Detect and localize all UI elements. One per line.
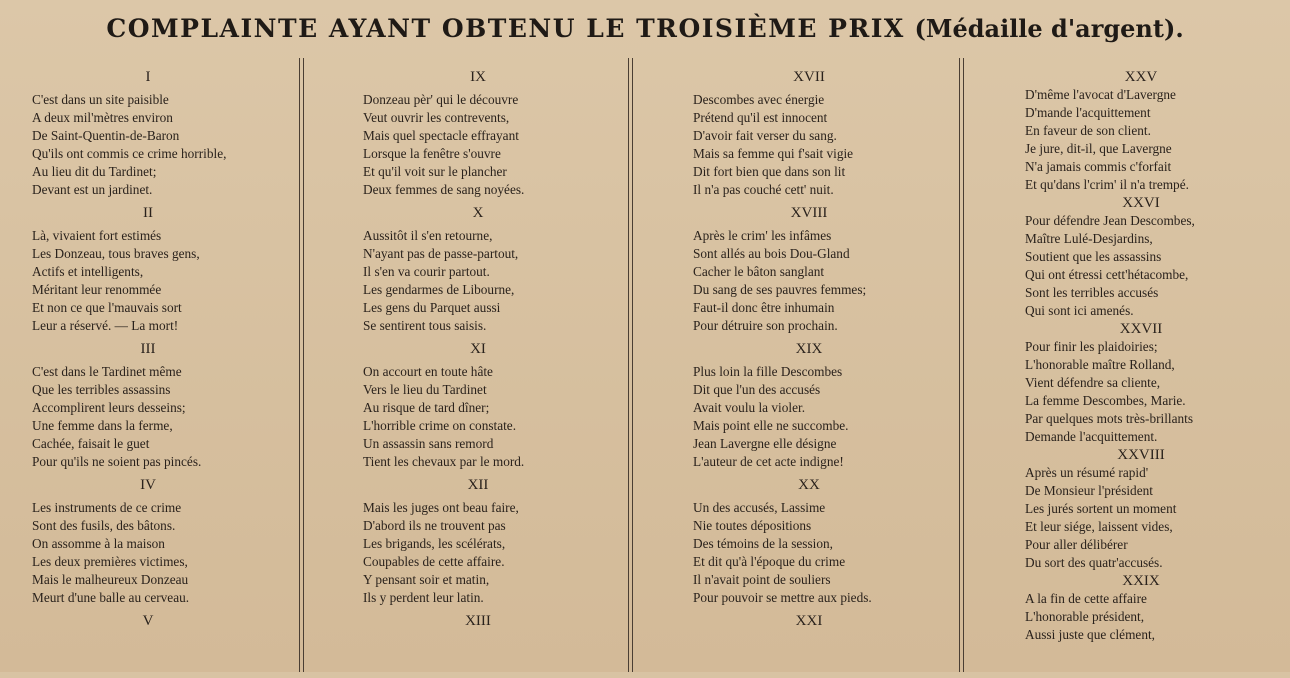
verse-line: Sont les terribles accusés xyxy=(1025,285,1159,300)
verse-line: Les Donzeau, tous braves gens, xyxy=(32,246,200,261)
verse-line: Il s'en va courir partout. xyxy=(363,264,490,279)
verse-line: Après le crim' les infâmes xyxy=(693,228,832,243)
verse-line: Là, vivaient fort estimés xyxy=(32,228,162,243)
verse-line: Un des accusés, Lassime xyxy=(693,500,826,515)
verse-line: Dit que l'un des accusés xyxy=(693,382,821,397)
stanza-number: XXV xyxy=(1124,69,1158,85)
stanza-number: XXVIII xyxy=(1117,447,1165,463)
verse-line: Qu'ils ont commis ce crime horrible, xyxy=(32,146,227,161)
verse-line: Soutient que les assassins xyxy=(1025,249,1162,264)
verse-line: Nie toutes dépositions xyxy=(693,518,812,533)
stanza-number: XVII xyxy=(793,69,825,85)
verse-line: Dit fort bien que dans son lit xyxy=(693,164,846,179)
verse-line: Il n'a pas couché cett' nuit. xyxy=(693,182,834,197)
verse-line: Pour aller délibérer xyxy=(1025,537,1128,552)
verse-line: Mais les juges ont beau faire, xyxy=(363,500,519,515)
stanza xyxy=(1025,320,1287,446)
verse-line: Faut-il donc être inhumain xyxy=(693,300,835,315)
stanza xyxy=(1025,572,1287,644)
verse-line: Mais le malheureux Donzeau xyxy=(32,572,189,587)
verse-line: Méritant leur renommée xyxy=(32,282,162,297)
stanza xyxy=(1025,68,1287,194)
stanza xyxy=(32,476,294,607)
verse-line: En faveur de son client. xyxy=(1025,123,1151,138)
stanza xyxy=(363,612,623,630)
column-1 xyxy=(32,68,294,678)
verse-line: Qui ont étressi cett'hétacombe, xyxy=(1025,267,1189,282)
verse-line: Mais point elle ne succombe. xyxy=(693,418,849,433)
column-divider xyxy=(299,58,300,672)
title-main: COMPLAINTE AYANT OBTENU LE TROISIÈME PRIX xyxy=(106,14,905,43)
stanza-number: XVIII xyxy=(790,205,828,221)
verse-line: Les instruments de ce crime xyxy=(32,500,182,515)
stanza xyxy=(32,68,294,199)
verse-line: Et non ce que l'mauvais sort xyxy=(32,300,182,315)
stanza-number: III xyxy=(140,341,156,357)
verse-line: Veut ouvrir les contrevents, xyxy=(363,110,510,125)
stanza xyxy=(1025,194,1287,320)
verse-line: Lorsque la fenêtre s'ouvre xyxy=(363,146,501,161)
verse-line: Cachée, faisait le guet xyxy=(32,436,150,451)
verse-line: De Saint-Quentin-de-Baron xyxy=(32,128,180,143)
verse-line: Donzeau pèr' qui le découvre xyxy=(363,92,519,107)
verse-line: D'abord ils ne trouvent pas xyxy=(363,518,506,533)
verse-line: A la fin de cette affaire xyxy=(1025,591,1147,606)
verse-line: L'honorable président, xyxy=(1025,609,1145,624)
verse-line: Les brigands, les scélérats, xyxy=(363,536,506,551)
verse-line: Mais sa femme qui f'sait vigie xyxy=(693,146,854,161)
verse-line: Vient défendre sa cliente, xyxy=(1025,375,1161,390)
stanza xyxy=(693,340,955,471)
stanza xyxy=(363,340,623,471)
stanza xyxy=(693,68,955,199)
stanza-number: IX xyxy=(470,69,486,85)
verse-line: C'est dans le Tardinet même xyxy=(32,364,182,379)
stanza-number: XXIX xyxy=(1122,573,1160,589)
verse-line: On assomme à la maison xyxy=(32,536,165,551)
verse-line: Les deux premières victimes, xyxy=(32,554,188,569)
verse-line: D'avoir fait verser du sang. xyxy=(693,128,837,143)
column-4 xyxy=(1025,68,1287,678)
verse-line: D'même l'avocat d'Lavergne xyxy=(1025,87,1176,102)
verse-line: Y pensant soir et matin, xyxy=(363,572,490,587)
stanza xyxy=(32,204,294,335)
stanza xyxy=(363,476,623,607)
stanza-number: IV xyxy=(140,477,156,493)
stanza-number: XIX xyxy=(795,341,823,357)
verse-line: Tient les chevaux par le mord. xyxy=(363,454,525,469)
verse-line: Coupables de cette affaire. xyxy=(363,554,505,569)
verse-line: Sont des fusils, des bâtons. xyxy=(32,518,176,533)
verse-line: Les jurés sortent un moment xyxy=(1025,501,1177,516)
stanza-number: XI xyxy=(470,341,486,357)
verse-line: Prétend qu'il est innocent xyxy=(693,110,828,125)
verse-line: D'mande l'acquittement xyxy=(1025,105,1151,120)
verse-line: Et qu'dans l'crim' il n'a trempé. xyxy=(1025,177,1189,192)
verse-line: Plus loin la fille Descombes xyxy=(693,364,843,379)
column-2 xyxy=(363,68,623,678)
verse-line: Cacher le bâton sanglant xyxy=(693,264,825,279)
verse-line: Un assassin sans remord xyxy=(363,436,494,451)
verse-line: L'horrible crime on constate. xyxy=(363,418,517,433)
verse-line: Pour qu'ils ne soient pas pincés. xyxy=(32,454,202,469)
verse-line: Les gendarmes de Libourne, xyxy=(363,282,515,297)
verse-line: Qui sont ici amenés. xyxy=(1025,303,1134,318)
verse-line: Au risque de tard dîner; xyxy=(363,400,490,415)
verse-line: On accourt en toute hâte xyxy=(363,364,493,379)
verse-line: Après un résumé rapid' xyxy=(1025,465,1149,480)
verse-line: Sont allés au bois Dou-Gland xyxy=(693,246,850,261)
verse-line: Descombes avec énergie xyxy=(693,92,825,107)
verse-line: Avait voulu la violer. xyxy=(693,400,806,415)
column-3 xyxy=(693,68,955,678)
verse-line: Que les terribles assassins xyxy=(32,382,171,397)
stanza xyxy=(693,476,955,607)
verse-line: Des témoins de la session, xyxy=(693,536,833,551)
verse-line: Se sentirent tous saisis. xyxy=(363,318,487,333)
stanza xyxy=(32,340,294,471)
verse-line: Il n'avait point de souliers xyxy=(693,572,831,587)
verse-line: Maître Lulé-Desjardins, xyxy=(1025,231,1153,246)
verse-line: Ils y perdent leur latin. xyxy=(363,590,484,605)
stanza-number: I xyxy=(145,69,151,85)
column-divider xyxy=(959,58,960,672)
verse-line: Jean Lavergne elle désigne xyxy=(693,436,837,451)
stanza xyxy=(363,68,623,199)
stanza-number: XIII xyxy=(465,613,491,629)
verse-line: Et dit qu'à l'époque du crime xyxy=(693,554,846,569)
verse-line: Vers le lieu du Tardinet xyxy=(363,382,487,397)
verse-line: Actifs et intelligents, xyxy=(32,264,144,279)
verse-line: La femme Descombes, Marie. xyxy=(1025,393,1186,408)
verse-line: A deux mil'mètres environ xyxy=(32,110,173,125)
stanza-number: XX xyxy=(798,477,820,493)
stanza-number: V xyxy=(142,613,154,629)
stanza-number: II xyxy=(143,205,153,221)
verse-line: N'a jamais commis c'forfait xyxy=(1025,159,1172,174)
stanza-number: X xyxy=(472,205,484,221)
verse-line: Demande l'acquittement. xyxy=(1025,429,1158,444)
stanza-number: XXI xyxy=(795,613,823,629)
stanza xyxy=(363,204,623,335)
stanza-number: XXVI xyxy=(1122,195,1160,211)
verse-line: L'auteur de cet acte indigne! xyxy=(693,454,844,469)
verse-line: Aussitôt il s'en retourne, xyxy=(363,228,493,243)
title-sub: (Médaille d'argent). xyxy=(914,14,1184,43)
stanza xyxy=(693,204,955,335)
verse-line: Une femme dans la ferme, xyxy=(32,418,173,433)
verse-line: De Monsieur l'président xyxy=(1025,483,1153,498)
verse-line: Du sort des quatr'accusés. xyxy=(1025,555,1163,570)
verse-line: Deux femmes de sang noyées. xyxy=(363,182,525,197)
verse-line: C'est dans un site paisible xyxy=(32,92,169,107)
verse-line: Pour pouvoir se mettre aux pieds. xyxy=(693,590,872,605)
verse-line: Aussi juste que clément, xyxy=(1025,627,1155,642)
verse-line: Accomplirent leurs desseins; xyxy=(32,400,186,415)
verse-line: Leur a réservé. — La mort! xyxy=(32,318,179,333)
stanza xyxy=(1025,446,1287,572)
page-title xyxy=(0,14,1290,43)
verse-line: Et leur siége, laissent vides, xyxy=(1025,519,1173,534)
verse-line: Je jure, dit-il, que Lavergne xyxy=(1025,141,1172,156)
verse-line: Et qu'il voit sur le plancher xyxy=(363,164,507,179)
stanza-number: XII xyxy=(467,477,489,493)
verse-line: Du sang de ses pauvres femmes; xyxy=(693,282,867,297)
stanza xyxy=(32,612,294,630)
verse-line: Par quelques mots très-brillants xyxy=(1025,411,1194,426)
verse-line: Au lieu dit du Tardinet; xyxy=(32,164,157,179)
verse-line: Devant est un jardinet. xyxy=(32,182,153,197)
verse-line: Meurt d'une balle au cerveau. xyxy=(32,590,190,605)
verse-line: Les gens du Parquet aussi xyxy=(363,300,501,315)
verse-line: L'honorable maître Rolland, xyxy=(1025,357,1175,372)
verse-line: Pour détruire son prochain. xyxy=(693,318,838,333)
column-divider xyxy=(628,58,629,672)
stanza xyxy=(693,612,955,630)
stanza-number: XXVII xyxy=(1119,321,1163,337)
verse-line: Pour finir les plaidoiries; xyxy=(1025,339,1158,354)
verse-line: Mais quel spectacle effrayant xyxy=(363,128,519,143)
verse-line: Pour défendre Jean Descombes, xyxy=(1025,213,1195,228)
verse-line: N'ayant pas de passe-partout, xyxy=(363,246,519,261)
